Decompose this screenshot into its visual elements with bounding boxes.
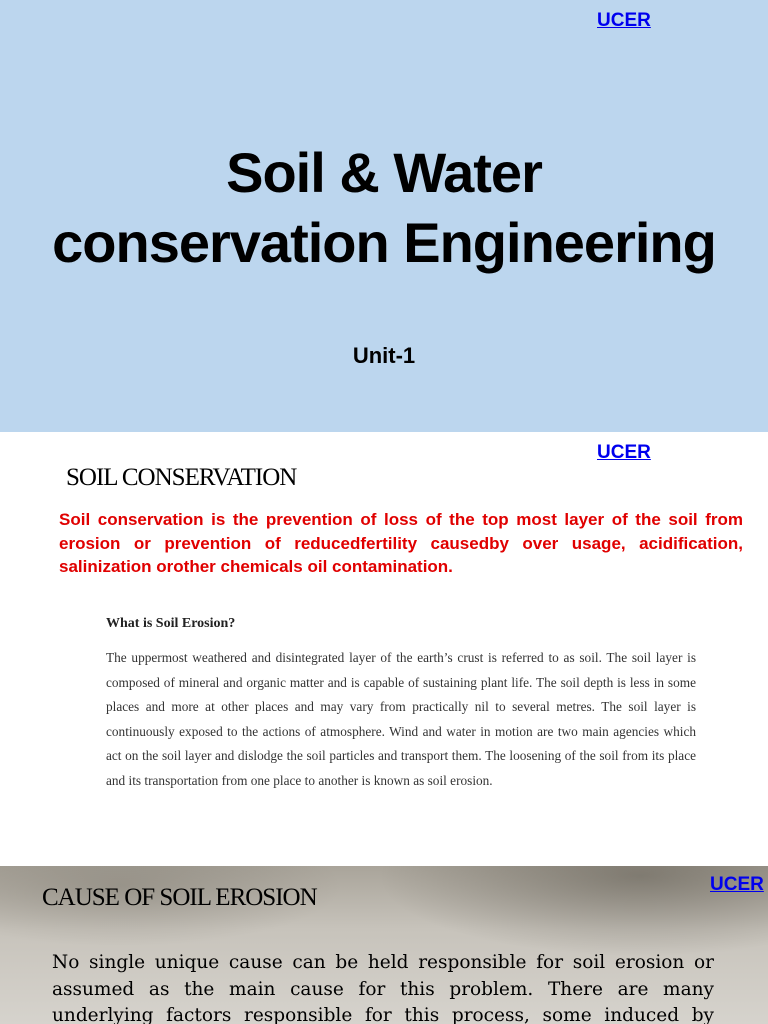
ucer-link[interactable]: UCER [710, 874, 764, 895]
erosion-excerpt [106, 616, 696, 793]
slide-heading: SOIL CONSERVATION [66, 464, 297, 491]
soil-conservation-slide [0, 432, 768, 866]
definition-text: Soil conservation is the prevention of loss of the top most layer of the soil from erosion or prevention of reducedfertility causedby over usage, acidification, salinization orother chemicals oil contamination. [59, 510, 743, 576]
erosion-paragraph: The uppermost weathered and disintegrated layer of the earth’s crust is referred to as soil. The soil layer is composed of mineral and organic matter and is capable of sustaining plant life. The soil depth is less in some places and more at other places and may vary from practically nil to several metres. The soil layer is continuously exposed to the actions of atmosphere. Wind and water in motion are two main agencies which act on the soil layer and dislodge the soil particles and transport them. The loosening of the soil from its place and its transportation from one place to another is known as soil erosion. [106, 650, 696, 788]
title-slide [0, 0, 768, 432]
ucer-link[interactable]: UCER [597, 442, 651, 463]
ucer-link[interactable]: UCER [597, 10, 651, 31]
slide-title [0, 138, 768, 278]
slide-heading: CAUSE OF SOIL EROSION [42, 884, 317, 911]
erosion-heading: What is Soil Erosion? [106, 616, 236, 631]
unit-label: Unit-1 [352, 343, 416, 368]
title-line-1: Soil & Water [226, 141, 542, 204]
title-line-2: conservation Engineering [52, 211, 716, 274]
cause-of-erosion-slide [0, 866, 768, 1024]
cause-paragraph: No single unique cause can be held responsible for soil erosion or assumed as the main cause for this problem. There are many underlying factors responsible for this process, some induced by [52, 952, 714, 1024]
